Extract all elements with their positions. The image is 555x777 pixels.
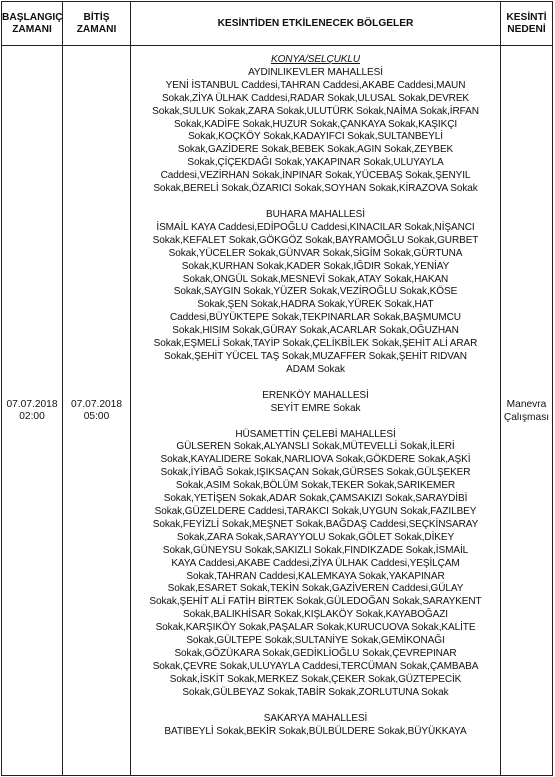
street-list-line: Sokak,EŞMELİ Sokak,TAYİP Sokak,ÇELİKBİLEK Sokak,ŞEHİT ALİ ARAR [153,338,478,350]
neighborhood-block [135,67,496,196]
neighborhood-name: AYDINLIKEVLER MAHALLESİ [248,66,383,78]
street-list-line: Sokak,GAZİDERE Sokak,BEBEK Sokak,AGIN Sokak,ZEYBEK [177,144,454,156]
street-list-line: Sokak,SULUK Sokak,ZARA Sokak,ULUTÜRK Sokak,NAİMA Sokak,İRFAN [152,105,479,117]
street-list-line: SEYİT EMRE Sokak [270,402,361,414]
street-list-line: İSMAİL KAYA Caddesi,EDİPOĞLU Caddesi,KINACILAR Sokak,NİŞANCI [156,221,475,233]
street-list-line: Sokak,ASIM Sokak,BÖLÜM Sokak,TEKER Sokak,SARIKEMER [175,480,456,492]
street-list-line: Sokak,FEYİZLİ Sokak,MEŞNET Sokak,BAĞDAŞ Caddesi,SEÇKİNSARAY [152,518,479,530]
neighborhood-name: BUHARA MAHALLESİ [266,208,365,220]
neighborhood-block [135,209,496,377]
street-list-line: Sokak,ŞEN Sokak,HADRA Sokak,YÜREK Sokak,HAT [197,299,434,311]
street-list-line: Sokak,ÇİÇEKDAĞI Sokak,YAKAPINAR Sokak,ULUYAYLA [187,157,444,169]
section-spacer [135,700,496,713]
street-list-line: BATIBEYLİ Sokak,BEKİR Sokak,BÜLBÜLDERE Sokak,BÜYÜKKAYA [164,725,467,737]
neighborhood-block [135,713,496,739]
street-list-line: Sokak,GÜLBEYAZ Sokak,TABİR Sokak,ZORLUTUNA Sokak [182,686,449,698]
street-list-line: Sokak,GÜNEYSU Sokak,SAKIZLI Sokak,FINDIKZADE Sokak,İSMAİL [162,544,469,556]
street-list-line: Sokak,KADİFE Sokak,HUZUR Sokak,ÇANKAYA Sokak,KAŞIKÇI [173,118,458,130]
end-date: 07.07.2018 [71,398,122,410]
street-list-line: Sokak,KOÇKÖY Sokak,KADAYIFCI Sokak,SULTANBEYLİ [188,131,443,143]
reason-cell [501,46,553,776]
header-end-time [63,2,131,46]
street-list-line: Sokak,KEFALET Sokak,GÖKGÖZ Sokak,BAYRAMOĞLU Sokak,GURBET [152,234,479,246]
street-list-line: Sokak,HISIM Sokak,GÜRAY Sokak,ACARLAR Sokak,OĞUZHAN [172,325,459,337]
section-spacer [135,377,496,390]
header-reason-line-2: NEDENİ [507,23,546,35]
street-list-line: Sokak,KAYALIDERE Sokak,NARLIOVA Sokak,GÖKDERE Sokak,AŞKİ [160,454,471,466]
section-spacer [135,196,496,209]
street-list-line: Sokak,ŞEHİT YÜCEL TAŞ Sokak,MUZAFFER Sokak,ŞEHİT RIDVAN [164,350,467,362]
start-date: 07.07.2018 [6,398,58,410]
header-row [2,2,553,46]
neighborhood-name: SAKARYA MAHALLESİ [263,712,368,724]
reason-line-1: Manevra [506,398,547,410]
outage-table [1,1,553,776]
street-list-line: ADAM Sokak [286,363,345,375]
neighborhood-block [135,390,496,416]
header-start-line-2: ZAMANI [12,23,52,35]
street-list-line: Sokak,BERELİ Sokak,ÖZARICI Sokak,SOYHAN Sokak,KİRAZOVA Sokak [153,183,478,195]
street-list-line: Sokak,GÜLTEPE Sokak,SULTANİYE Sokak,GEMİKONAĞI [186,635,445,647]
street-list-line: Sokak,ESARET Sokak,TEKİN Sokak,GAZİVEREN Caddesi,GÜLAY [167,583,464,595]
start-hour: 02:00 [19,410,45,422]
street-list-line: GÜLSEREN Sokak,ALYANSLI Sokak,MÜTEVELLİ Sokak,İLERİ [176,441,455,453]
affected-regions-cell [131,46,501,776]
street-list-line: Sokak,YETİŞEN Sokak,ADAR Sokak,ÇAMSAKIZI Sokak,SARAYDİBİ [163,493,468,505]
neighborhood-list [135,67,496,739]
header-start-time [2,2,63,46]
street-list-line: Sokak,İYİBAĞ Sokak,IŞIKSAÇAN Sokak,GÜRSES Sokak,GÜLŞEKER [160,467,471,479]
street-list-line: Sokak,İSKİT Sokak,MERKEZ Sokak,ÇEKER Sokak,GÜZTEPECİK [169,673,462,685]
table-row [2,46,553,776]
street-list-line: Caddesi,VEZİRHAN Sokak,İNPINAR Sokak,YÜCEBAŞ Sokak,ŞENYIL [160,170,471,182]
header-regions-label: KESİNTİDEN ETKİLENECEK BÖLGELER [217,17,414,29]
street-list-line: Sokak,YÜCELER Sokak,GÜNVAR Sokak,SİGİM Sokak,GÜRTUNA [168,247,463,259]
neighborhood-name: ERENKÖY MAHALLESİ [262,389,369,401]
start-time-cell [2,46,63,776]
header-reason-line-1: KESİNTİ [506,11,547,23]
street-list-line: Sokak,KARŞIKÖY Sokak,PAŞALAR Sokak,KURUCUOVA Sokak,KALİTE [155,622,476,634]
header-start-line-1: BAŞLANGIÇ [2,11,63,23]
street-list-line: Sokak,ZİYA ÜLHAK Caddesi,RADAR Sokak,ULUSAL Sokak,DEVREK [161,92,470,104]
street-list-line: Sokak,ZARA Sokak,SARAYYOLU Sokak,GÖLET Sokak,DİKEY [176,531,455,543]
neighborhood-name: HÜSAMETTİN ÇELEBİ MAHALLESİ [235,428,396,440]
street-list-line: Sokak,GÖZÜKARA Sokak,GEDİKLİOĞLU Sokak,ÇEVREPINAR [174,647,457,659]
street-list-line: YENİ İSTANBUL Caddesi,TAHRAN Caddesi,AKABE Caddesi,MAUN [165,79,466,91]
street-list-line: Sokak,KURHAN Sokak,KADER Sokak,IĞDIR Sokak,YENİAY [181,260,450,272]
end-hour: 05:00 [83,410,110,422]
street-list-line: Sokak,ÇEVRE Sokak,ULUYAYLA Caddesi,TERCÜMAN Sokak,ÇAMBABA [152,660,479,672]
reason-line-2: Çalışması [503,411,550,423]
header-affected-regions [131,2,501,46]
street-list-line: KAYA Caddesi,AKABE Caddesi,ZİYA ÜLHAK Caddesi,YEŞİLÇAM [171,557,460,569]
street-list-line: Sokak,TAHRAN Caddesi,KALEMKAYA Sokak,YAKAPINAR [186,570,445,582]
street-list-line: Sokak,BALIKHİSAR Sokak,KIŞLAKÖY Sokak,KAYABOĞAZI [183,609,448,621]
header-end-line-1: BİTİŞ [83,11,110,23]
street-list-line: Sokak,SAYGIN Sokak,YÜZER Sokak,VEZİROĞLU Sokak,KÖSE [173,286,458,298]
street-list-line: Sokak,GÜZELDERE Caddesi,TARAKCI Sokak,UYGUN Sokak,FAZILBEY [154,506,477,517]
end-time-cell [63,46,131,776]
street-list-line: Caddesi,BÜYÜKTEPE Sokak,TEKPINARLAR Sokak,BAŞMUMCU [170,312,461,324]
city-district-title: KONYA/SELÇUKLU [270,54,361,65]
section-spacer [135,416,496,429]
header-end-line-2: ZAMANI [76,23,117,35]
header-reason [501,2,553,46]
neighborhood-block [135,429,496,700]
street-list-line: Sokak,ŞEHİT ALİ FATİH BİRTEK Sokak,GÜLEDOĞAN Sokak,SARAYKENT [149,596,482,608]
street-list-line: Sokak,ONGÜL Sokak,MESNEVİ Sokak,ATAY Sokak,HAKAN [182,273,449,285]
